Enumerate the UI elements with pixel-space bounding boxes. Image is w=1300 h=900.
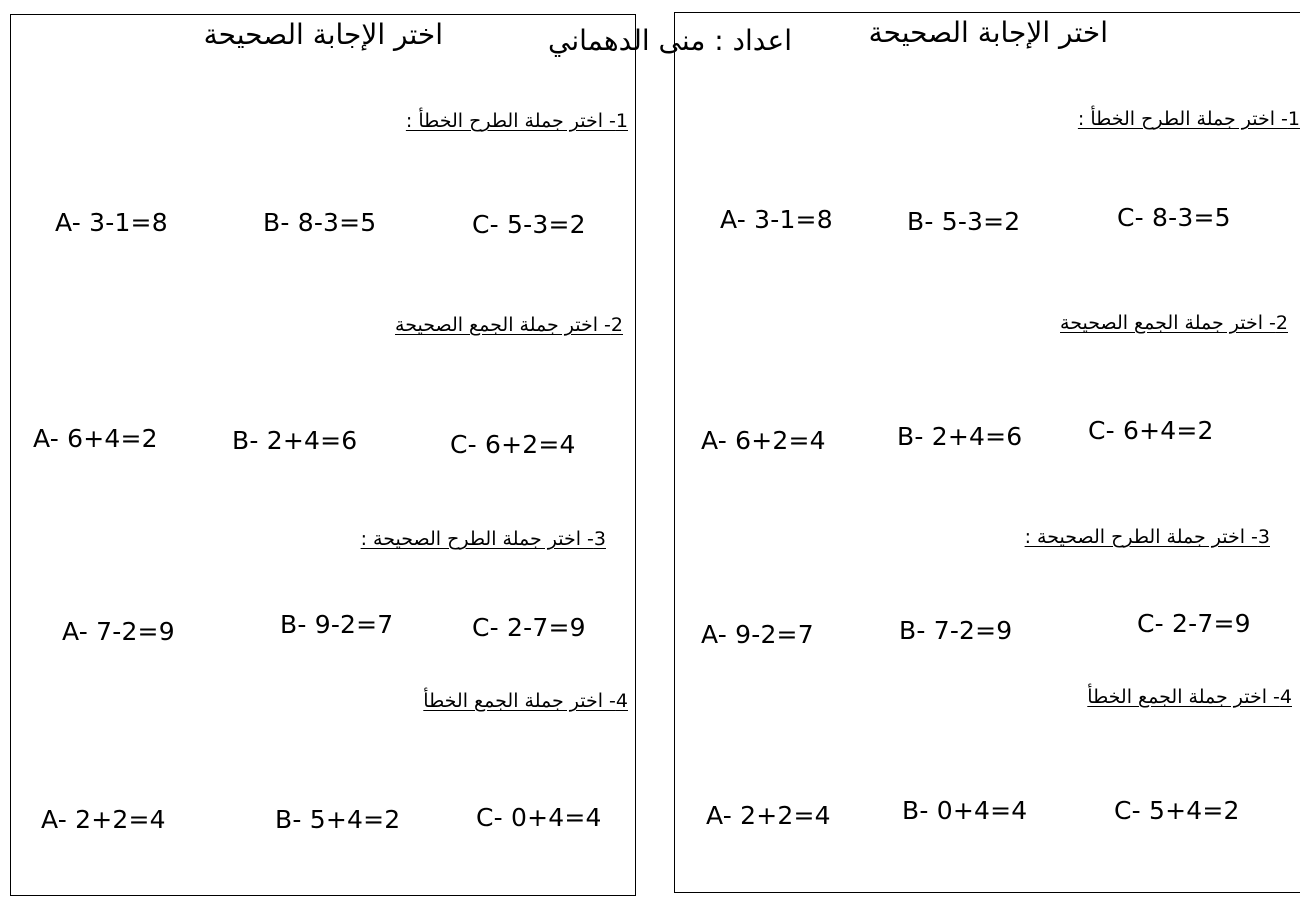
left-q2-option-c: C- 6+2=4 [450,430,576,459]
right-q4-option-a: A- 2+2=4 [706,801,831,830]
right-q4-option-c: C- 5+4=2 [1114,796,1240,825]
left-q4-option-c: C- 0+4=4 [476,803,602,832]
left-question-4: 4- اختر جملة الجمع الخطأ [423,690,628,712]
right-q3-option-c: C- 2-7=9 [1137,609,1251,638]
right-q3-option-b: B- 7-2=9 [899,616,1013,645]
right-question-3: 3- اختر جملة الطرح الصحيحة : [1024,526,1270,548]
left-q1-option-b: B- 8-3=5 [263,208,377,237]
left-question-3: 3- اختر جملة الطرح الصحيحة : [360,528,606,550]
left-question-1: 1- اختر جملة الطرح الخطأ : [405,110,628,132]
right-q2-option-a: A- 6+2=4 [701,426,826,455]
left-q2-option-b: B- 2+4=6 [232,426,358,455]
right-q1-option-b: B- 5-3=2 [907,207,1021,236]
right-q2-option-b: B- 2+4=6 [897,422,1023,451]
right-q3-option-a: A- 9-2=7 [701,620,814,649]
left-q3-option-b: B- 9-2=7 [280,610,394,639]
right-q4-option-b: B- 0+4=4 [902,796,1028,825]
right-question-2: 2- اختر جملة الجمع الصحيحة [1060,312,1288,334]
left-title: اختر الإجابة الصحيحة [203,18,443,51]
left-q2-option-a: A- 6+4=2 [33,424,158,453]
right-title: اختر الإجابة الصحيحة [868,16,1108,49]
left-question-2: 2- اختر جملة الجمع الصحيحة [395,314,623,336]
author-line: اعداد : منى الدهماني [548,24,792,57]
right-question-4: 4- اختر جملة الجمع الخطأ [1087,686,1292,708]
left-q1-option-c: C- 5-3=2 [472,210,586,239]
left-q3-option-c: C- 2-7=9 [472,613,586,642]
left-q4-option-b: B- 5+4=2 [275,805,401,834]
right-question-1: 1- اختر جملة الطرح الخطأ : [1077,108,1300,130]
right-q1-option-a: A- 3-1=8 [720,205,833,234]
right-q1-option-c: C- 8-3=5 [1117,203,1231,232]
left-q4-option-a: A- 2+2=4 [41,805,166,834]
right-q2-option-c: C- 6+4=2 [1088,416,1214,445]
left-q1-option-a: A- 3-1=8 [55,208,168,237]
left-q3-option-a: A- 7-2=9 [62,617,175,646]
